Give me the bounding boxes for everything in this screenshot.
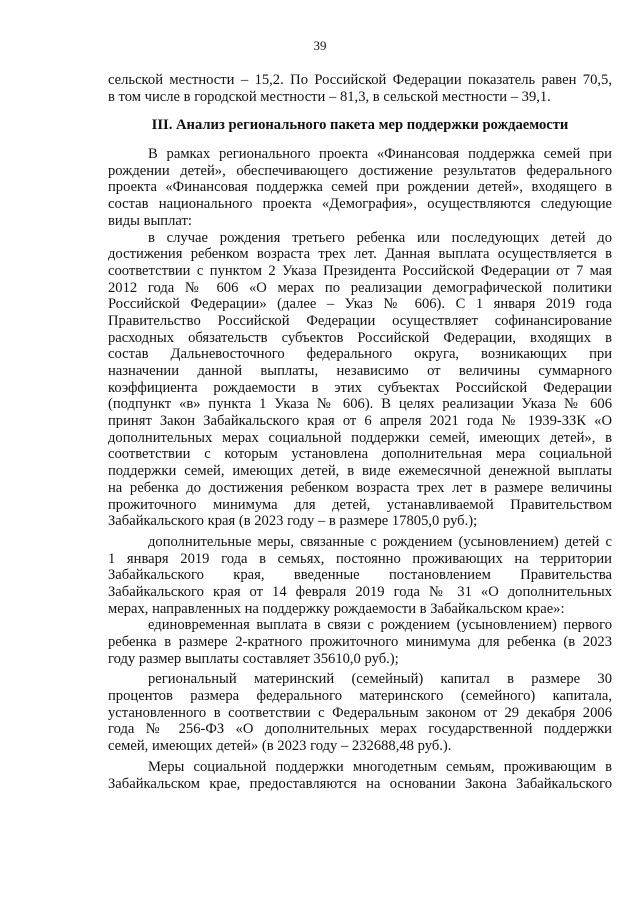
paragraph xyxy=(108,617,612,667)
text-line: года № 256-ФЗ «О дополнительных мерах государственной поддержки xyxy=(108,721,612,738)
text-line: виды выплат: xyxy=(108,212,192,229)
text-line: процентов размера федерального материнского (семейного) капитала, xyxy=(108,688,612,705)
page-number: 39 xyxy=(313,38,327,53)
text-line: В рамках регионального проекта «Финансовая поддержка семей при xyxy=(148,146,612,163)
text-line: прожиточного минимума для детей, устанавливаемой Правительством xyxy=(108,496,612,513)
body-text xyxy=(108,72,612,792)
text-line: в случае рождения третьего ребенка или последующих детей до xyxy=(148,229,612,246)
text-line: установленного в соответствии с Федеральным законом от 29 декабря 2006 xyxy=(108,704,612,721)
text-line: ребенка в размере 2-кратного прожиточного минимума для ребенка (в 2023 xyxy=(108,634,612,650)
text-line: соответствии с которым установлена дополнительная мера социальной xyxy=(108,446,612,463)
text-line: Правительство Российской Федерации осуществляет софинансирование xyxy=(108,312,612,329)
text-line: состав Дальневосточного федерального округа, возникающих при xyxy=(108,346,612,363)
text-line: дополнительных мерах социальной поддержки семей, имеющих детей», в xyxy=(108,429,612,446)
paragraph xyxy=(108,671,612,754)
text-line: единовременная выплата в связи с рождением (усыновлением) первого xyxy=(148,617,612,634)
text-line: рождении детей», обеспечивающего достижение результатов федерального xyxy=(108,162,612,179)
text-line: расходных обязательств субъектов Российской Федерации, входящих в xyxy=(108,329,612,346)
text-line: году размер выплаты составляет 35610,0 руб.); xyxy=(108,650,399,667)
text-line: состав национального проекта «Демография», осуществляются следующие xyxy=(108,196,612,213)
text-line: Забайкальском крае, предоставляются на основании Закона Забайкальского xyxy=(108,775,612,792)
text-line: 1 января 2019 года в семьях, постоянно проживающих на территории xyxy=(108,550,612,567)
text-line: Забайкальского края, введенные постановлением Правительства xyxy=(108,567,612,584)
text-line: проекта «Финансовая поддержка семей при рождении детей», входящего в xyxy=(108,179,612,196)
section-heading: III. Анализ регионального пакета мер поддержки рождаемости xyxy=(151,117,569,134)
text-line: Забайкальского края (в 2023 году – в размере 17805,0 руб.); xyxy=(108,513,478,530)
text-line: принят Закон Забайкальского края от 6 апреля 2021 года № 1939-ЗЗК «О xyxy=(108,413,612,430)
text-line: Меры социальной поддержки многодетным семьям, проживающим в xyxy=(148,758,612,775)
text-line: Забайкальского края от 14 февраля 2019 года № 31 «О дополнительных xyxy=(108,583,612,600)
paragraph xyxy=(108,759,612,792)
text-line: поддержки семей, имеющих детей, в виде ежемесячной денежной выплаты xyxy=(108,463,612,480)
text-line: региональный материнский (семейный) капитал в размере 30 xyxy=(148,671,612,688)
text-line: мерах, направленных на поддержку рождаемости в Забайкальском крае»: xyxy=(108,600,565,617)
text-line: дополнительные меры, связанные с рождением (усыновлением) детей с xyxy=(148,533,612,550)
text-line: соответствии с пунктом 2 Указа Президента Российской Федерации от 7 мая xyxy=(108,262,612,279)
text-line: Российской Федерации» (далее – Указ № 606). С 1 января 2019 года xyxy=(108,296,612,313)
text-line: в том числе в городской местности – 81,3, в сельской местности – 39,1. xyxy=(108,88,551,105)
text-line: сельской местности – 15,2. По Российской Федерации показатель равен 70,5, xyxy=(108,72,612,88)
text-line: (подпункт «в» пункта 1 Указа № 606). В целях реализации Указа № 606 xyxy=(108,396,612,413)
text-line: достижения ребенком возраста трех лет. Данная выплата осуществляется в xyxy=(108,246,612,263)
text-line: назначении данной выплаты, независимо от величины суммарного xyxy=(108,363,612,379)
text-line: 2012 года № 606 «О мерах по реализации демографической политики xyxy=(108,279,612,296)
text-line: на ребенка до достижения ребенком возраста трех лет в размере величины xyxy=(108,479,612,496)
paragraph xyxy=(108,230,612,530)
text-line: коэффициента рождаемости в этих субъектах Российской Федерации xyxy=(108,379,612,396)
text-line: семей, имеющих детей» (в 2023 году – 232688,48 руб.). xyxy=(108,738,452,755)
paragraph xyxy=(108,534,612,617)
paragraph xyxy=(108,146,612,229)
